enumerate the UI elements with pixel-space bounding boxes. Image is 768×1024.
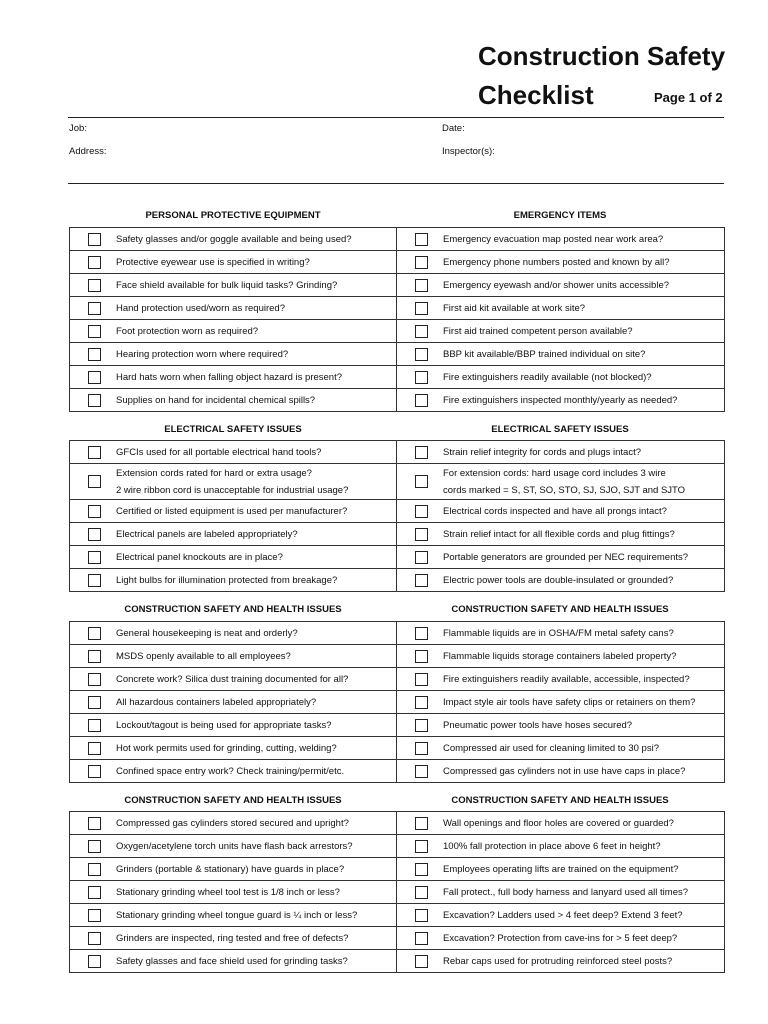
table-row xyxy=(70,366,725,389)
checkbox[interactable] xyxy=(415,696,428,709)
checklist-item-text: Light bulbs for illumination protected from breakage? xyxy=(116,574,338,586)
checklist-item-right xyxy=(397,645,725,668)
checklist-item-right xyxy=(397,523,725,546)
checklist-item-text: All hazardous containers labeled appropriately? xyxy=(116,696,317,708)
checklist-item-text: 100% fall protection in place above 6 feet in height? xyxy=(443,840,661,852)
section-heading-right: CONSTRUCTION SAFETY AND HEALTH ISSUES xyxy=(451,795,669,806)
checklist-item-text: Excavation? Ladders used > 4 feet deep? Extend 3 feet? xyxy=(443,909,683,921)
checklist-item-text: MSDS openly available to all employees? xyxy=(116,650,291,662)
checklist-item-text: First aid trained competent person available? xyxy=(443,325,633,337)
checklist-item-left xyxy=(70,668,397,691)
table-row xyxy=(70,546,725,569)
table-row xyxy=(70,343,725,366)
section-heading-right: ELECTRICAL SAFETY ISSUES xyxy=(491,424,629,435)
checkbox[interactable] xyxy=(415,233,428,246)
checklist-item-right xyxy=(397,835,725,858)
checklist-item-left xyxy=(70,737,397,760)
checklist-item-text: Strain relief integrity for cords and plugs intact? xyxy=(443,446,642,458)
section-heading-left: CONSTRUCTION SAFETY AND HEALTH ISSUES xyxy=(124,604,342,615)
checkbox[interactable] xyxy=(415,394,428,407)
checkbox[interactable] xyxy=(415,446,428,459)
checklist-item-left xyxy=(70,251,397,274)
checklist-item-left xyxy=(70,927,397,950)
checklist-item-text: Concrete work? Silica dust training documented for all? xyxy=(116,673,349,685)
checklist-item-right xyxy=(397,858,725,881)
checklist-item-left xyxy=(70,320,397,343)
checklist-item-left xyxy=(70,714,397,737)
checklist-table xyxy=(69,440,725,592)
checklist-item-right xyxy=(397,366,725,389)
checklist-item-text: Excavation? Protection from cave-ins for > 5 feet deep? xyxy=(443,932,678,944)
checkbox[interactable] xyxy=(415,817,428,830)
checkbox[interactable] xyxy=(88,742,101,755)
table-row xyxy=(70,228,725,251)
checklist-item-left xyxy=(70,645,397,668)
checklist-item-text: Hearing protection worn where required? xyxy=(116,348,289,360)
checklist-item-left xyxy=(70,835,397,858)
title-line-2: Checklist xyxy=(478,80,594,110)
checkbox[interactable] xyxy=(88,840,101,853)
checkbox[interactable] xyxy=(88,909,101,922)
checklist-item-left xyxy=(70,812,397,835)
checklist-item-text: First aid kit available at work site? xyxy=(443,302,586,314)
checkbox[interactable] xyxy=(88,673,101,686)
table-row xyxy=(70,645,725,668)
checklist-item-text: BBP kit available/BBP trained individual on site? xyxy=(443,348,646,360)
section-heading-right: EMERGENCY ITEMS xyxy=(513,210,607,221)
checklist-item-text: Flammable liquids are in OSHA/FM metal safety cans? xyxy=(443,627,674,639)
checklist-item-text: Hand protection used/worn as required? xyxy=(116,302,285,314)
checkbox[interactable] xyxy=(415,863,428,876)
checklist-item-left xyxy=(70,343,397,366)
checkbox[interactable] xyxy=(88,863,101,876)
checkbox[interactable] xyxy=(415,955,428,968)
checkbox[interactable] xyxy=(88,394,101,407)
checkbox[interactable] xyxy=(88,348,101,361)
checkbox[interactable] xyxy=(415,650,428,663)
checkbox[interactable] xyxy=(88,256,101,269)
table-row xyxy=(70,737,725,760)
checkbox[interactable] xyxy=(415,840,428,853)
checklist-item-text: Rebar caps used for protruding reinforced steel posts? xyxy=(443,955,673,967)
checklist-item-left xyxy=(70,297,397,320)
checklist-item-right xyxy=(397,812,725,835)
checkbox[interactable] xyxy=(415,627,428,640)
checklist-item-text: Stationary grinding wheel tongue guard is ¼ inch or less? xyxy=(116,909,358,921)
table-row xyxy=(70,904,725,927)
checklist-item-right xyxy=(397,343,725,366)
table-row xyxy=(70,251,725,274)
table-row xyxy=(70,835,725,858)
checklist-item-text: Flammable liquids storage containers labeled property? xyxy=(443,650,677,662)
checkbox[interactable] xyxy=(88,696,101,709)
checkbox[interactable] xyxy=(415,371,428,384)
section-heading-right: CONSTRUCTION SAFETY AND HEALTH ISSUES xyxy=(451,604,669,615)
table-row xyxy=(70,927,725,950)
checkbox[interactable] xyxy=(88,955,101,968)
checkbox[interactable] xyxy=(88,475,101,488)
checkbox[interactable] xyxy=(415,574,428,587)
checklist-item-text: Compressed air used for cleaning limited to 30 psi? xyxy=(443,742,659,754)
info-divider xyxy=(68,183,724,184)
checklist-item-right xyxy=(397,927,725,950)
checklist-item-text: GFCIs used for all portable electrical hand tools? xyxy=(116,446,322,458)
checklist-item-text: Hot work permits used for grinding, cutting, welding? xyxy=(116,742,337,754)
checklist-item-text: Protective eyewear use is specified in writing? xyxy=(116,256,310,268)
checkbox[interactable] xyxy=(415,325,428,338)
checklist-item-right xyxy=(397,691,725,714)
checklist-item-right xyxy=(397,251,725,274)
checkbox[interactable] xyxy=(88,650,101,663)
table-row xyxy=(70,950,725,973)
checkbox[interactable] xyxy=(88,817,101,830)
checkbox[interactable] xyxy=(88,446,101,459)
checklist-item-right xyxy=(397,389,725,412)
header-divider xyxy=(68,117,724,118)
checkbox[interactable] xyxy=(415,886,428,899)
checklist-item-left xyxy=(70,464,397,500)
title-line-1: Construction Safety xyxy=(478,41,726,71)
checklist-item-right xyxy=(397,274,725,297)
checklist-item-text: Portable generators are grounded per NEC requirements? xyxy=(443,551,689,563)
checklist-item-text: Lockout/tagout is being used for appropriate tasks? xyxy=(116,719,332,731)
checkbox[interactable] xyxy=(415,302,428,315)
section-heading-left: PERSONAL PROTECTIVE EQUIPMENT xyxy=(145,210,321,221)
checkbox[interactable] xyxy=(415,256,428,269)
inspectors-label: Inspector(s): xyxy=(442,146,495,157)
checklist-item-text: Oxygen/acetylene torch units have flash back arrestors? xyxy=(116,840,353,852)
checklist-item-left xyxy=(70,523,397,546)
checklist-item-right xyxy=(397,320,725,343)
checklist-item-right xyxy=(397,737,725,760)
table-row xyxy=(70,569,725,592)
address-label: Address: xyxy=(69,146,107,157)
table-row xyxy=(70,668,725,691)
table-row xyxy=(70,622,725,645)
checklist-table xyxy=(69,621,725,783)
checklist-item-text: Foot protection worn as required? xyxy=(116,325,259,337)
checklist-item-text: Grinders (portable & stationary) have guards in place? xyxy=(116,863,345,875)
checklist-item-text: Electrical cords inspected and have all prongs intact? xyxy=(443,505,667,517)
checklist-item-right xyxy=(397,881,725,904)
checkbox[interactable] xyxy=(88,932,101,945)
checklist-item-text: Grinders are inspected, ring tested and free of defects? xyxy=(116,932,349,944)
checklist-item-text: Electrical panel knockouts are in place? xyxy=(116,551,283,563)
checklist-item-right xyxy=(397,569,725,592)
checkbox[interactable] xyxy=(415,475,428,488)
checklist-item-right xyxy=(397,441,725,464)
checkbox[interactable] xyxy=(415,742,428,755)
checklist-item-text: Emergency evacuation map posted near work area? xyxy=(443,233,664,245)
checklist-item-text: Fire extinguishers readily available (not blocked)? xyxy=(443,371,652,383)
checklist-item-left xyxy=(70,441,397,464)
checkbox[interactable] xyxy=(88,551,101,564)
checklist-item-right xyxy=(397,622,725,645)
table-row xyxy=(70,858,725,881)
checklist-item-text: Stationary grinding wheel tool test is 1/8 inch or less? xyxy=(116,886,340,898)
table-row xyxy=(70,297,725,320)
checkbox[interactable] xyxy=(88,627,101,640)
checklist-item-right xyxy=(397,714,725,737)
checkbox[interactable] xyxy=(415,505,428,518)
checkbox[interactable] xyxy=(88,279,101,292)
checkbox[interactable] xyxy=(415,673,428,686)
checklist-item-text: Confined space entry work? Check training/permit/etc. xyxy=(116,765,345,777)
checklist-item-left xyxy=(70,569,397,592)
checklist-item-right xyxy=(397,500,725,523)
checklist-item-text: General housekeeping is neat and orderly? xyxy=(116,627,298,639)
checklist-item-text: Strain relief intact for all flexible cords and plug fittings? xyxy=(443,528,675,540)
checklist-item-right xyxy=(397,546,725,569)
checklist-item-text: Face shield available for bulk liquid tasks? Grinding? xyxy=(116,279,338,291)
table-row xyxy=(70,881,725,904)
checklist-item-right xyxy=(397,950,725,973)
checkbox[interactable] xyxy=(88,325,101,338)
section-heading-left: ELECTRICAL SAFETY ISSUES xyxy=(164,424,302,435)
checkbox[interactable] xyxy=(415,765,428,778)
checklist-item-left xyxy=(70,858,397,881)
checklist-item-left xyxy=(70,691,397,714)
checklist-item-left xyxy=(70,366,397,389)
checklist-item-left xyxy=(70,760,397,783)
table-row xyxy=(70,320,725,343)
checkbox[interactable] xyxy=(415,932,428,945)
checkbox[interactable] xyxy=(415,348,428,361)
checkbox[interactable] xyxy=(88,719,101,732)
checklist-item-right xyxy=(397,228,725,251)
checklist-item-text: Wall openings and floor holes are covered or guarded? xyxy=(443,817,674,829)
checklist-item-text: Pneumatic power tools have hoses secured? xyxy=(443,719,633,731)
table-row xyxy=(70,714,725,737)
checklist-item-text: Safety glasses and/or goggle available and being used? xyxy=(116,233,352,245)
table-row xyxy=(70,760,725,783)
checkbox[interactable] xyxy=(88,886,101,899)
checkbox[interactable] xyxy=(88,574,101,587)
checklist-item-text: Safety glasses and face shield used for grinding tasks? xyxy=(116,955,348,967)
job-label: Job: xyxy=(69,123,87,134)
checklist-item-text: Impact style air tools have safety clips or retainers on them? xyxy=(443,696,696,708)
checklist-table xyxy=(69,227,725,412)
checklist-item-left xyxy=(70,881,397,904)
checkbox[interactable] xyxy=(415,279,428,292)
table-row xyxy=(70,812,725,835)
checklist-item-text: Compressed gas cylinders stored secured and upright? xyxy=(116,817,349,829)
checklist-item-text: Emergency eyewash and/or shower units accessible? xyxy=(443,279,670,291)
checkbox[interactable] xyxy=(88,233,101,246)
table-row xyxy=(70,523,725,546)
checklist-item-text: Hard hats worn when falling object hazard is present? xyxy=(116,371,343,383)
checklist-item-left xyxy=(70,389,397,412)
checklist-item-left xyxy=(70,500,397,523)
checklist-item-text: Extension cords rated for hard or extra usage? 2 wire ribbon cord is unacceptable for industrial usage? xyxy=(116,467,349,496)
date-label: Date: xyxy=(442,123,465,134)
checklist-item-left xyxy=(70,546,397,569)
checkbox[interactable] xyxy=(88,371,101,384)
page-number: Page 1 of 2 xyxy=(654,90,723,105)
checkbox[interactable] xyxy=(88,528,101,541)
section-heading-left: CONSTRUCTION SAFETY AND HEALTH ISSUES xyxy=(124,795,342,806)
checklist-item-right xyxy=(397,760,725,783)
checkbox[interactable] xyxy=(88,765,101,778)
checklist-item-left xyxy=(70,622,397,645)
table-row xyxy=(70,389,725,412)
checklist-item-right xyxy=(397,297,725,320)
checklist-item-text: Fire extinguishers readily available, accessible, inspected? xyxy=(443,673,690,685)
checklist-item-text: Fire extinguishers inspected monthly/yearly as needed? xyxy=(443,394,678,406)
checkbox[interactable] xyxy=(415,909,428,922)
table-row xyxy=(70,441,725,464)
checkbox[interactable] xyxy=(88,505,101,518)
checklist-item-text: Employees operating lifts are trained on the equipment? xyxy=(443,863,679,875)
checklist-item-text: Certified or listed equipment is used per manufacturer? xyxy=(116,505,348,517)
checkbox[interactable] xyxy=(415,719,428,732)
checklist-item-text: Fall protect., full body harness and lanyard used all times? xyxy=(443,886,689,898)
table-row xyxy=(70,274,725,297)
checklist-item-left xyxy=(70,904,397,927)
checkbox[interactable] xyxy=(88,302,101,315)
checklist-item-left xyxy=(70,274,397,297)
checklist-table xyxy=(69,811,725,973)
checklist-item-left xyxy=(70,228,397,251)
checklist-item-text: Supplies on hand for incidental chemical spills? xyxy=(116,394,316,406)
checkbox[interactable] xyxy=(415,528,428,541)
checklist-item-right xyxy=(397,668,725,691)
checklist-item-left xyxy=(70,950,397,973)
checkbox[interactable] xyxy=(415,551,428,564)
table-row xyxy=(70,500,725,523)
checklist-item-text: Emergency phone numbers posted and known by all? xyxy=(443,256,670,268)
checklist-item-text: Electrical panels are labeled appropriately? xyxy=(116,528,298,540)
checklist-item-text: Electric power tools are double-insulated or grounded? xyxy=(443,574,674,586)
table-row xyxy=(70,691,725,714)
checklist-item-text: For extension cords: hard usage cord includes 3 wire cords marked = S, ST, SO, STO, SJ, SJO, SJT and SJTO xyxy=(443,467,686,496)
table-row xyxy=(70,464,725,500)
checklist-item-right xyxy=(397,464,725,500)
checklist-item-right xyxy=(397,904,725,927)
checklist-item-text: Compressed gas cylinders not in use have caps in place? xyxy=(443,765,686,777)
